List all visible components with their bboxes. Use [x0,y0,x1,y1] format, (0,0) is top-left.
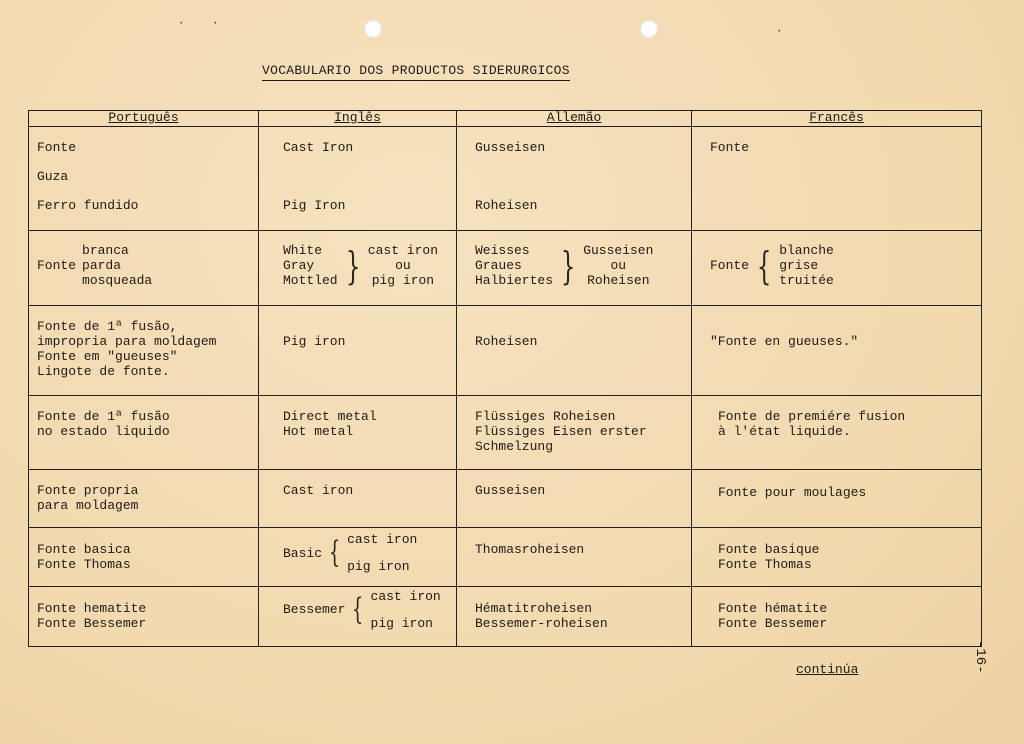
brace-mark: { [328,535,341,571]
brace-mark: } [345,243,360,288]
speck-mark: · [212,18,219,30]
cell-french: "Fonte en gueuses." [692,305,982,395]
cell-english: Basic { cast iron pig iron [259,528,457,586]
cell-english: Bessemer { cast iron pig iron [259,586,457,646]
cell-portuguese: Fonte hematite Fonte Bessemer [29,586,259,646]
cell-german: Hématitroheisen Bessemer-roheisen [457,586,692,646]
cell-portuguese: Fonte branca parda mosqueada [29,231,259,305]
brace-mark: { [756,243,772,288]
punch-hole [640,20,658,38]
cell-french: Fonte [692,127,982,231]
cell-english: White Gray Mottled } cast iron ou pig iron [259,231,457,305]
column-header: Inglês [259,111,457,127]
cell-german: Thomasroheisen [457,528,692,586]
column-header: Allemão [457,111,692,127]
cell-portuguese: Fonte de 1ª fusão, impropria para moldagem Fonte em "gueuses" Lingote de fonte. [29,305,259,395]
table-row [29,396,982,470]
continue-label: continúa [796,662,859,677]
cell-portuguese: Fonte propria para moldagem [29,470,259,528]
cell-french: Fonte hématite Fonte Bessemer [692,586,982,646]
cell-portuguese: Fonte Guza Ferro fundido [29,127,259,231]
page-number: -16- [972,640,988,674]
cell-english: Direct metal Hot metal [259,396,457,470]
cell-french: Fonte de premiére fusion à l'état liquide. [692,396,982,470]
cell-german: Weisses Graues Halbiertes } Gusseisen ou Roheisen [457,231,692,305]
cell-english: Cast Iron Pig Iron [259,127,457,231]
table-header-row [29,111,982,127]
speck-mark: · [178,18,185,30]
brace-mark: } [560,243,576,288]
punch-hole [364,20,382,38]
cell-english: Cast iron [259,470,457,528]
cell-german: Gusseisen [457,470,692,528]
cell-german: Roheisen [457,305,692,395]
table-row [29,127,982,231]
brace-mark: { [352,591,364,627]
cell-french: Fonte basique Fonte Thomas [692,528,982,586]
vocabulary-table [28,110,982,647]
page-title: VOCABULARIO DOS PRODUCTOS SIDERURGICOS [262,63,570,81]
column-header: Francês [692,111,982,127]
table-row [29,586,982,646]
cell-german: Gusseisen Roheisen [457,127,692,231]
speck-mark: · [776,26,783,38]
column-header: Português [29,111,259,127]
cell-french: Fonte { blanche grise truitée [692,231,982,305]
cell-portuguese: Fonte de 1ª fusão no estado liquido [29,396,259,470]
table-row [29,528,982,586]
table-row [29,231,982,305]
cell-english: Pig iron [259,305,457,395]
table-row [29,305,982,395]
cell-french: Fonte pour moulages [692,470,982,528]
cell-portuguese: Fonte basica Fonte Thomas [29,528,259,586]
cell-german: Flüssiges Roheisen Flüssiges Eisen erster Schmelzung [457,396,692,470]
table-row [29,470,982,528]
